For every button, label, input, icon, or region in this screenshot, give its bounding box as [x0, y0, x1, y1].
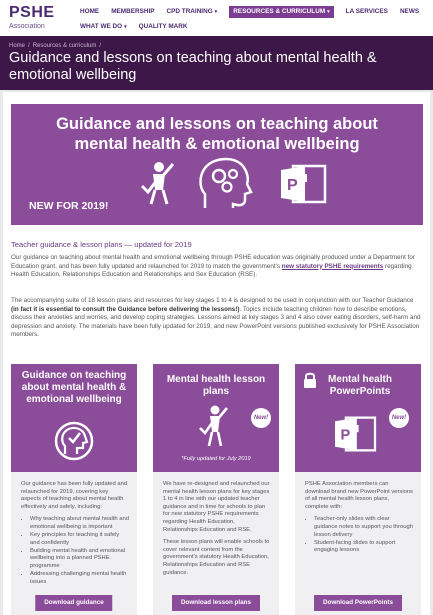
powerpoint-icon	[279, 162, 327, 206]
svg-text:P: P	[287, 177, 298, 194]
powerpoints-header	[295, 364, 421, 472]
nav-news[interactable]: NEWS	[399, 8, 420, 15]
statutory-requirements-link[interactable]: new statutory PSHE requirements	[281, 262, 384, 270]
guidance-description: Our guidance has been fully updated and relaunched for 2019, covering key aspects of teaching about mental health effectively and safely, including:	[21, 481, 128, 510]
breadcrumb-separator: /	[28, 43, 30, 49]
breadcrumb	[9, 43, 424, 49]
lesson-plans-updated-note: *Fully updated for July 2019	[181, 456, 251, 462]
content-card	[3, 92, 430, 615]
lesson-plans-title: Mental health lesson plans	[166, 374, 266, 397]
new-badge: New!	[251, 408, 271, 428]
nav-cpd-training[interactable]	[167, 6, 218, 18]
hero-title	[11, 114, 423, 154]
hero-title-line1: Guidance and lessons on teaching about	[56, 115, 378, 133]
intro-paragraph-2	[11, 297, 421, 340]
head-check-icon	[53, 420, 95, 462]
main-nav	[80, 6, 430, 36]
guidance-list	[21, 516, 129, 586]
nav-resources-label: RESOURCES & CURRICULUM	[233, 8, 326, 15]
powerpoint-icon	[333, 414, 377, 454]
site-header	[0, 0, 433, 36]
powerpoints-title: Mental health PowerPoints	[328, 374, 392, 397]
powerpoints-description: PSHE Association members can download brand new PowerPoint versions of all mental health lesson plans, complete with:	[305, 481, 413, 510]
list-item: • Key principles for teaching it safely and confidently	[30, 532, 129, 547]
logo-main-text: PSHE	[9, 4, 55, 21]
intro-heading: Teacher guidance & lesson plans — updated for 2019	[11, 240, 192, 249]
hero-title-line2: mental health & emotional wellbeing	[74, 135, 360, 153]
intro-paragraph-1	[11, 254, 421, 280]
lesson-plans-description-2: These lesson plans will enable schools to cover relevant content from the government's statutory Health Education, Relationships Education and RSE guidance.	[163, 539, 270, 576]
list-item: • Teacher-only slides with clear guidance notes to support you through lesson delivery	[314, 516, 413, 539]
powerpoints-body	[305, 481, 413, 555]
head-gears-icon	[197, 154, 253, 210]
lesson-plans-column	[153, 364, 279, 615]
powerpoints-list	[305, 516, 413, 554]
lesson-plans-body	[163, 481, 271, 582]
nav-membership[interactable]: MEMBERSHIP	[111, 8, 155, 15]
guidance-body	[21, 481, 129, 587]
chevron-down-icon: ▾	[327, 9, 330, 15]
guidance-column	[11, 364, 137, 615]
lesson-plans-header	[153, 364, 279, 472]
breadcrumb-separator: /	[99, 43, 102, 49]
breadcrumb-home[interactable]: Home	[9, 43, 26, 49]
intro-p1-text: Our guidance on teaching about mental health and emotional wellbeing through PSHE education was originally produced under a Department for Education grant, and has been fully updated and relaunched for 2019 to match the government's	[11, 254, 415, 270]
nav-home[interactable]: HOME	[80, 8, 100, 15]
powerpoints-column	[295, 364, 421, 615]
nav-what-we-do-label: WHAT WE DO	[80, 23, 123, 30]
logo-sub-text: Association	[9, 23, 45, 30]
lock-icon	[303, 372, 317, 388]
person-tick-icon	[199, 404, 229, 448]
intro-p2-text: The accompanying suite of 18 lesson plans and resources for key stages 1 to 4 is designed to be used in conjunction with our Teacher Guidance	[11, 297, 414, 304]
pshe-logo[interactable]	[9, 4, 55, 33]
list-item: • Addressing challenging mental health issues	[30, 571, 129, 586]
lesson-plans-description: We have re-designed and relaunched our mental health lesson plans for key stages 1 to 4 in line with our updated teacher guidance and in time for schools to plan for new statutory PSHE requirements regarding Health Education, Relationships Education and RSE.	[163, 481, 270, 533]
new-badge: New!	[389, 408, 409, 428]
chevron-down-icon: ▾	[124, 24, 127, 30]
nav-resources-curriculum[interactable]	[229, 6, 333, 18]
guidance-header	[11, 364, 137, 472]
nav-what-we-do[interactable]	[80, 21, 127, 33]
guidance-title: Guidance on teaching about mental health & emotional wellbeing	[21, 370, 127, 405]
nav-cpd-training-label: CPD TRAINING	[166, 8, 213, 15]
nav-la-services[interactable]: LA SERVICES	[345, 8, 388, 15]
download-guidance-button[interactable]: Download guidance	[35, 595, 112, 611]
intro-p2-text-end: . Topics include teaching children how to describe emotions, discuss their anxieties and worries, and develop coping strategies. Lessons aimed at key stages 3 and 4 also cover eating disorders, self-harm and depression and anxiety. The materials have been fully updated for 2019, and new PowerPoint versions published exclusively for PSHE Association members.	[11, 305, 421, 339]
page-banner	[0, 36, 433, 90]
list-item: • Building mental health and emotional wellbeing into a planned PSHE programme	[30, 548, 129, 571]
hero-new-label: NEW FOR 2019!	[29, 200, 109, 212]
person-tick-icon	[139, 160, 179, 206]
download-powerpoints-button[interactable]: Download PowerPoints	[314, 595, 402, 611]
list-item: • Student-facing slides to support engaging lessons	[314, 540, 413, 555]
list-item: • Why teaching about mental health and emotional wellbeing is important	[30, 516, 129, 531]
breadcrumb-resources[interactable]: Resources & curriculum	[32, 43, 97, 49]
intro-p1-text-end: regarding Health Education, Relationships Education and Relationships and Sex Education (RSE).	[11, 262, 412, 279]
download-lesson-plans-button[interactable]: Download lesson plans	[172, 595, 260, 611]
intro-p2-bold: (in fact it is essential to consult the Guidance before delivering the lessons!)	[11, 305, 240, 313]
nav-quality-mark[interactable]: QUALITY MARK	[138, 23, 188, 30]
hero-banner	[11, 104, 423, 225]
chevron-down-icon: ▾	[214, 9, 218, 15]
svg-text:P: P	[340, 427, 351, 444]
page-title: Guidance and lessons on teaching about mental health & emotional wellbeing	[9, 50, 377, 83]
